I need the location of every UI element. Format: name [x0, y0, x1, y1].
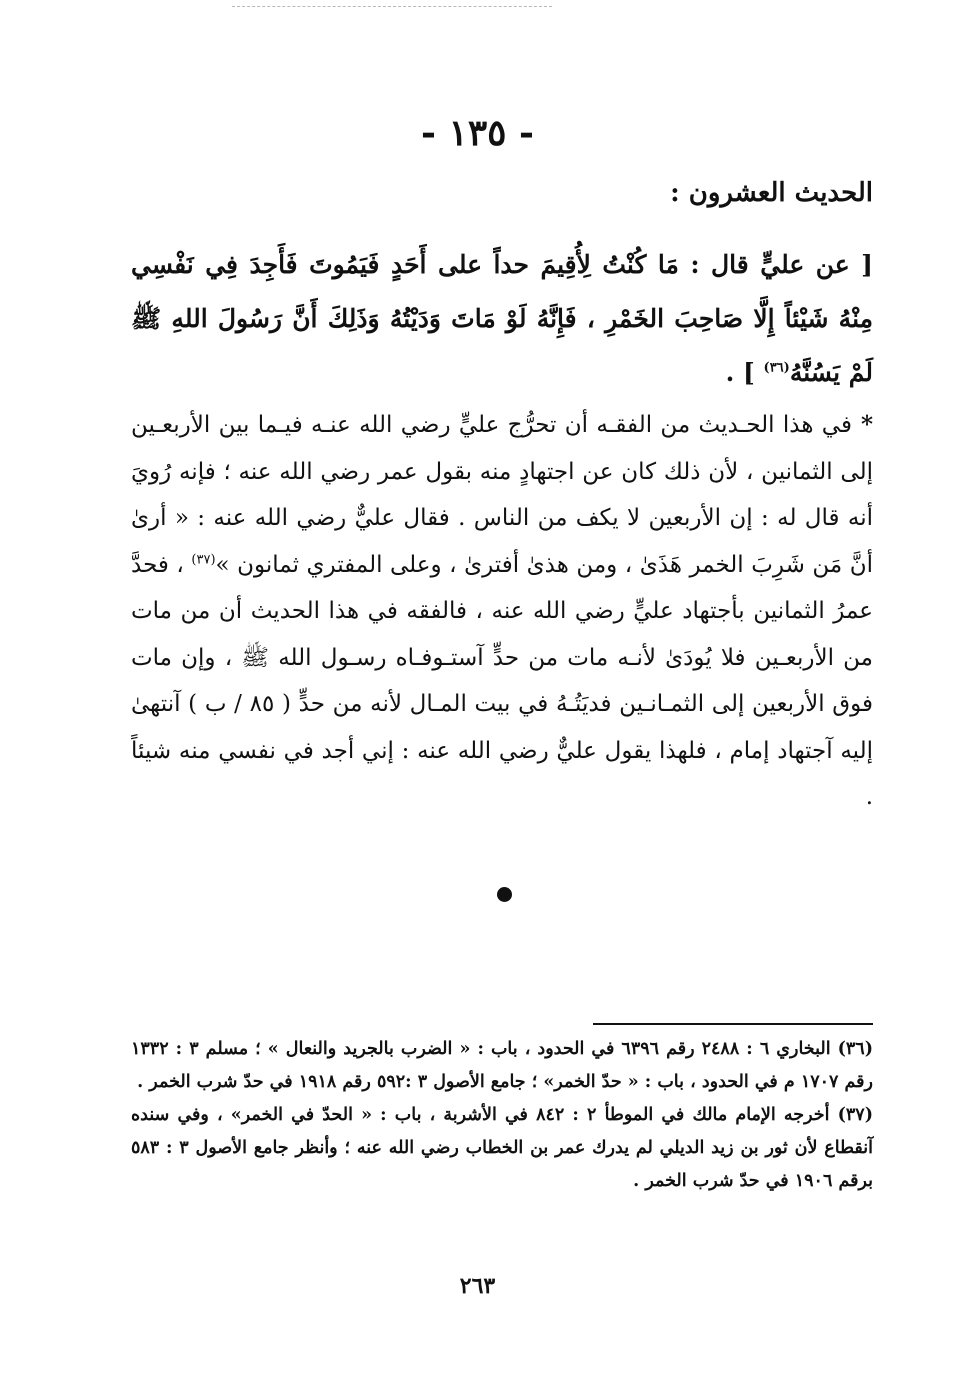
footnote-number: (٣٦) [837, 1039, 873, 1059]
commentary-part-1: في هذا الحـديث من الفقـه أن تحرُّج عليٍّ رضي الله عنـه فيـما بين الأربعـين إلى الثمانين ، لأن ذلك كان عن اجتهادٍ منه بقول عمر رضي الله عنه ؛ فإنه رُويَ أنه قال له : إن الأربعين لا يكف من الناس . فقال عليٌّ رضي الله عنه : « أرىٰ أنَّ مَن شَرِبَ الخمر هَذَىٰ ، ومن هذىٰ أفترىٰ ، وعلى المفتري ثمانون » [131, 412, 873, 578]
footnote-36 [131, 1033, 873, 1099]
footnote-ref-36: (٣٦) [763, 360, 790, 376]
footnote-37 [131, 1099, 873, 1198]
footnote-rule [593, 1023, 873, 1025]
commentary-marker: * [851, 411, 873, 438]
hadith-text [131, 238, 873, 400]
hadith-body: [ عن عليٍّ قال : مَا كُنْتُ لِأُقِيمَ حداً على أَحَدٍ فَيَمُوتَ فَأَجِدَ فِي نَفْسِي مِنْهُ شَيْئاً إِلَّا صَاحِبَ الخَمْرِ ، فَإِنَّهُ لَوْ مَاتَ وَدَيْتُهُ وَذَلِكَ أَنَّ رَسُولَ اللهِ ﷺ لَمْ يَسُنَّهُ [131, 250, 873, 387]
footnote-text: أخرجه الإمام مالك في الموطأ ٢ : ٨٤٢ في الأشربة ، باب : « الحدّ في الخمر» ، وفي سنده آنقطاع لأن ثور بن زيد الديلي لم يدرك عمر بن الخطاب رضي الله عنه ؛ وأنظر جامع الأصول ٣ : ٥٨٣ برقم ١٩٠٦ في حدّ شرب الخمر . [131, 1105, 873, 1191]
commentary-part-2: ، فحدَّ عمرُ الثمانين بأجتهاد عليٍّ رضي الله عنه ، فالفقه في هذا الحديث أن من مات من الأربعـين فلا يُودَىٰ لأنـه مات من حدٍّ آستـوفـاه رسـول الله ﷺ ، وإن مات فوق الأربعين إلى الثمـانـين فديَتُـهُ في بيت المـال لأنه من حدٍّ ( ٨٥ / ب ) آنتهىٰ إليه آجتهاد إمام ، فلهذا يقول عليٌّ رضي الله عنه : إني أجد في نفسي منه شيئاً . [131, 551, 873, 810]
footnotes [131, 1033, 873, 1198]
hadith-title: الحديث العشرون : [670, 178, 873, 208]
separator-dot [497, 887, 512, 902]
commentary-paragraph [131, 402, 873, 821]
page-number: ٢٦٣ [459, 1273, 496, 1299]
hadith-closing: ] . [725, 358, 764, 387]
footnote-number: (٣٧) [837, 1105, 873, 1125]
top-scan-rule [232, 6, 552, 7]
section-page-marker: - ١٣٥ - [421, 112, 534, 154]
footnote-ref-37: (٣٧) [191, 551, 216, 567]
footnote-text: البخاري ٦ : ٢٤٨٨ رقم ٦٣٩٦ في الحدود ، باب : « الضرب بالجريد والنعال » ؛ مسلم ٣ : ١٣٣٢ رقم ١٧٠٧ م في الحدود ، باب : « حدّ الخمر» ؛ جامع الأصول ٣ :٥٩٢ رقم ١٩١٨ في حدّ شرب الخمر . [131, 1039, 873, 1092]
